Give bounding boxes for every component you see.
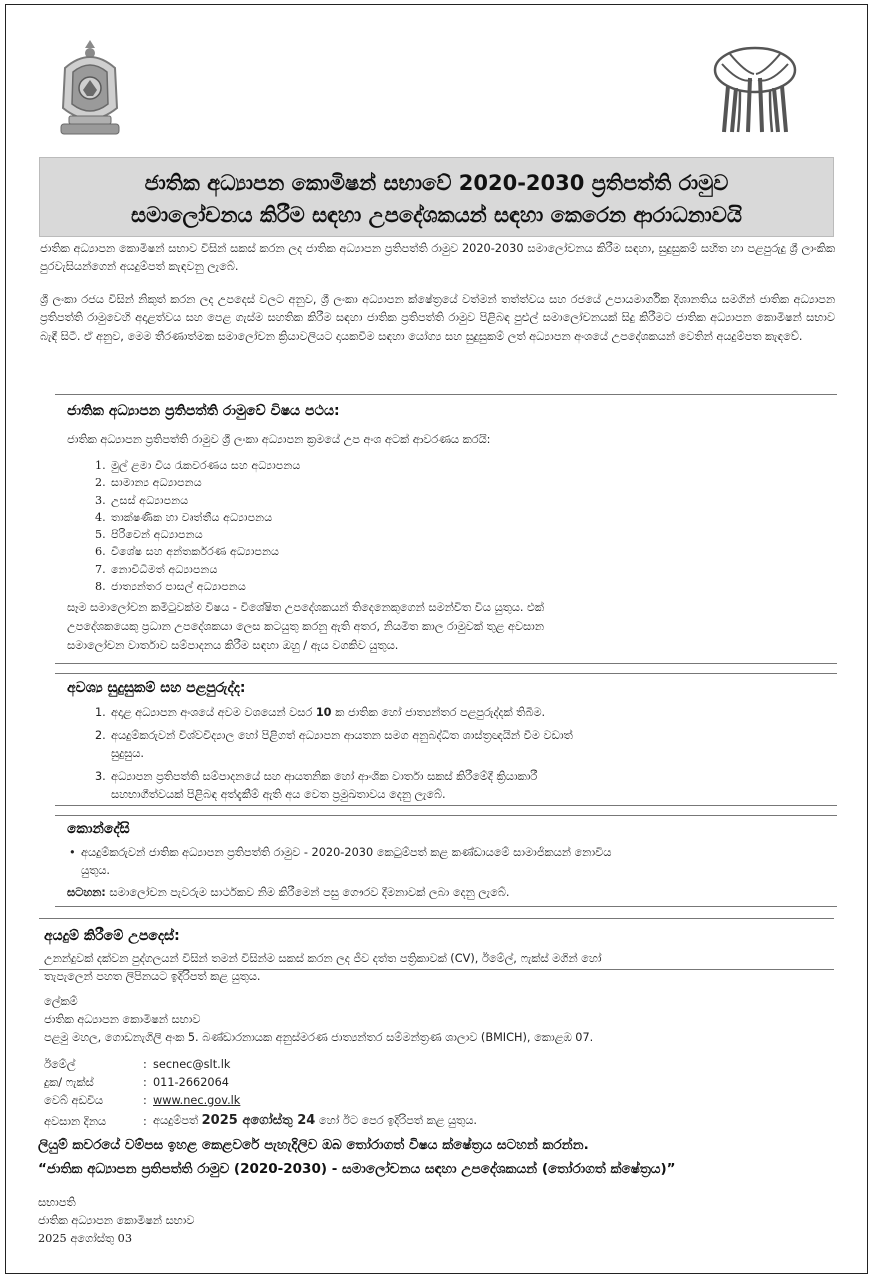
sri-lanka-emblem-icon — [55, 38, 125, 136]
phone-colon: : — [143, 1076, 147, 1089]
scope-lead: ජාතික අධ්‍යාපන ප්‍රතිපත්ති රාමුව ශ්‍රී ලංකා අධ්‍යාපන ක්‍රමයේ උප අංශ අටක් ආවරණය කරයි: — [67, 433, 491, 446]
signature-title: සභාපති — [38, 1196, 76, 1209]
qualifications-heading: අවශ්‍ය සුදුසුකම් සහ පළපුරුද්ද: — [67, 680, 246, 696]
signature-date: 2025 අගෝස්තු 03 — [38, 1232, 133, 1245]
conditions-section — [55, 815, 837, 907]
email-colon: : — [143, 1058, 147, 1071]
scope-list-item: 4. තාක්ෂණික හා වෘත්තීය අධ්‍යාපනය — [95, 510, 273, 524]
envelope-subject: “ජාතික අධ්‍යාපන ප්‍රතිපත්ති රාමුව (2020-2030) - සමාලෝචනය සඳහා උපදේශකයන් (තෝරාගත් ක්ෂේත්‍රය)” — [38, 1161, 676, 1177]
scope-section — [55, 394, 837, 664]
condition-item-1-cont: යුතුය. — [81, 864, 111, 877]
scope-heading: ජාතික අධ්‍යාපන ප්‍රතිපත්ති රාමුවේ විෂය පථය: — [67, 403, 340, 419]
address-line-3: පළමු මහල, ගොඩනැගිලි අංක 5. බණ්ඩාරනායක අනුස්මරණ ජාත්‍යන්තර සම්මන්ත්‍රණ ශාලාව (BMICH), කොළඹ 07. — [44, 1031, 594, 1044]
phone-number: 011-2662064 — [153, 1076, 229, 1089]
scope-list-item: 5. පිරිවෙන් අධ්‍යාපනය — [95, 528, 203, 542]
deadline-colon: : — [143, 1115, 147, 1128]
conditions-heading: කොන්දේසි — [67, 821, 130, 837]
email-link[interactable]: secnec@slt.lk — [153, 1058, 231, 1071]
scope-note-line-1: සෑම සමාලෝචන කමිටුවක්ම විෂය - විශේෂිත උපදේශකයන් තිදෙනෙකුගෙන් සමන්විත විය යුතුය. එක් — [67, 601, 544, 614]
qualification-item-3-cont: සහභාගීත්වයක් පිළිබඳ අත්දැකීම් ඇති අය වෙත ප්‍රමුඛතාවය දෙනු ලැබේ. — [111, 788, 446, 801]
title-line-1: ජාතික අධ්‍යාපන කොමිෂන් සභාවේ 2020-2030 ප්‍රතිපත්ති රාමුව — [144, 171, 729, 195]
qualification-item-2-cont: සුදුසුය. — [111, 747, 144, 760]
nec-tree-logo-icon — [710, 44, 800, 136]
scope-note-line-3: සමාලෝචන වාර්තාව සම්පාදනය කිරීම සඳහා ඔහු / ඇය වගකිව යුතුය. — [67, 639, 399, 652]
qualification-item-3: 3. අධ්‍යාපන ප්‍රතිපත්ති සම්පාදනයේ සහ ආයතනික හෝ ආංශික වාර්තා සකස් කිරීමේදී ක්‍රියාකාරී — [95, 770, 538, 783]
scope-list-item: 1. මුල් ළමා විය රැකවරණය සහ අධ්‍යාපනය — [95, 459, 301, 472]
signature-org: ජාතික අධ්‍යාපන කොමිෂන් සභාව — [38, 1214, 195, 1227]
scope-list-item: 3. උසස් අධ්‍යාපනය — [95, 493, 189, 507]
condition-item-1: අයදුම්කරුවන් ජාතික අධ්‍යාපන ප්‍රතිපත්ති රාමුව - 2020-2030 කෙටුම්පත් කළ කණ්ඩායමේ සාමාජිකයන් නොවිය — [81, 846, 612, 859]
scope-list-item: 6. විශේෂ සහ අන්තර්කරණ අධ්‍යාපනය — [95, 545, 280, 559]
apply-line-2: තැපැලෙන් පහත ලිපිනයට ඉදිරිපත් කළ යුතුය. — [44, 970, 261, 983]
envelope-instruction: ලියුම් කවරයේ වම්පස ඉහළ කෙළවරේ පැහැදිලිව ඔබ තෝරාගත් විෂය ක්ෂේත්‍රය සටහන් කරන්න. — [38, 1137, 589, 1153]
address-line-1: ලේකම් — [44, 995, 78, 1008]
conditions-note: සටහන: සමාලෝචන පැවරුම සාර්ථකව නිම කිරීමෙන් පසු ගෞරව දීමනාවක් ලබා දෙනු ලැබේ. — [67, 886, 510, 899]
apply-line-1: උනන්දුවක් දක්වන පුද්ගලයන් විසින් තමන් විසින්ම සකස් කරන ලද ජීව දත්ත පත්‍රිකාවක් (CV), ඊමේල්, ෆැක්ස් මගින් හෝ — [44, 952, 602, 965]
qualification-item-1: 1. අදාළ අධ්‍යාපන අංශයේ අවම වශයෙන් වසර 10 ක ජාතික හෝ ජාත්‍යන්තර පළපුරුද්දක් තිබීම. — [95, 706, 546, 719]
scope-list-item: 2. සාමාන්‍ය අධ්‍යාපනය — [95, 476, 202, 490]
title-banner — [39, 157, 834, 237]
website-link[interactable]: www.nec.gov.lk — [153, 1094, 241, 1107]
title-line-2: සමාලෝචනය කිරීම සඳහා උපදේශකයන් සඳහා කෙරෙන ආරාධනාවයි — [131, 203, 742, 227]
scope-note-line-2: උපදේශකයෙකු ප්‍රධාන උපදේශකයා ලෙස කටයුතු කරනු ඇති අතර, නියමිත කාල රාමුවක් තුළ අවසාන — [67, 620, 544, 633]
email-label: ඊමේල් — [44, 1058, 76, 1071]
qualifications-section — [55, 673, 837, 806]
scope-list — [95, 457, 300, 595]
website-colon: : — [143, 1094, 147, 1107]
intro-paragraph-2: ශ්‍රී ලංකා රජය විසින් නිකුත් කරන ලද උපදෙස් වලට අනුව, ශ්‍රී ලංකා අධ්‍යාපන ක්ෂේත්‍රයේ වත්මන් තත්ත්වය සහ රජයේ උපායමාර්ගික දිශානතිය සමගින් ජාතික අධ්‍යාපන ප්‍රතිපත්ති රාමුවෙහි අදාළත්වය සහ පෙළ ගැස්ම සහතික කිරීම සඳහා ජාතික ප්‍රතිපත්ති රාමුව පිළිබඳ පුළුල් සමාලෝචනයක් සිදු කිරීමට ජාතික අධ්‍යාපන කොමිෂන් සභාව බැඳී සිටී. ඒ අනුව, මෙම තීරණාත්මක සමාලෝචන ක්‍රියාවලියට දායකවීම සඳහා යෝග්‍ය සහ සුදුසුකම් ලත් අධ්‍යාපන අංශයේ උපදේශකයන් වෙතින් අයදුම්පත කැඳවේ. — [40, 293, 835, 343]
website-label: වෙබ් අඩවිය — [44, 1094, 104, 1107]
deadline-text: අයදුම්පත් 2025 අගෝස්තු 24 හෝ ඊට පෙර ඉදිරිපත් කළ යුතුය. — [153, 1113, 477, 1128]
address-line-2: ජාතික අධ්‍යාපන කොමිෂන් සභාව — [44, 1013, 201, 1026]
scope-list-item: 8. ජාත්‍යන්තර පාසල් අධ්‍යාපනය — [95, 580, 246, 594]
phone-label: දුක/ ෆැක්ස් — [44, 1076, 94, 1089]
intro-paragraph-1: ජාතික අධ්‍යාපන කොමිෂන් සභාව විසින් සකස් කරන ලද ජාතික අධ්‍යාපන ප්‍රතිපත්ති රාමුව 2020-2030 සමාලෝචනය කිරීම සඳහා, සුදුසුකම් සහිත හා පළපුරුදු ශ්‍රී ලාංකික පුරවැසියන්ගෙන් අයදුම්පත් කැඳවනු ලැබේ. — [40, 242, 835, 274]
condition-bullet: • — [69, 846, 76, 859]
qualification-item-2: 2. අයදුම්කරුවන් විශ්වවිද්‍යාල හෝ පිළිගත් අධ්‍යාපන ආයතන සමග අනුබද්ධිත ශාස්ත්‍රඥයින් වීම වඩාත් — [95, 729, 573, 742]
deadline-label: අවසාන දිනය — [44, 1115, 106, 1128]
scope-list-item: 7. නොවිධිමත් අධ්‍යාපනය — [95, 562, 218, 576]
apply-heading: අයදුම් කිරීමේ උපදෙස්: — [44, 928, 180, 944]
